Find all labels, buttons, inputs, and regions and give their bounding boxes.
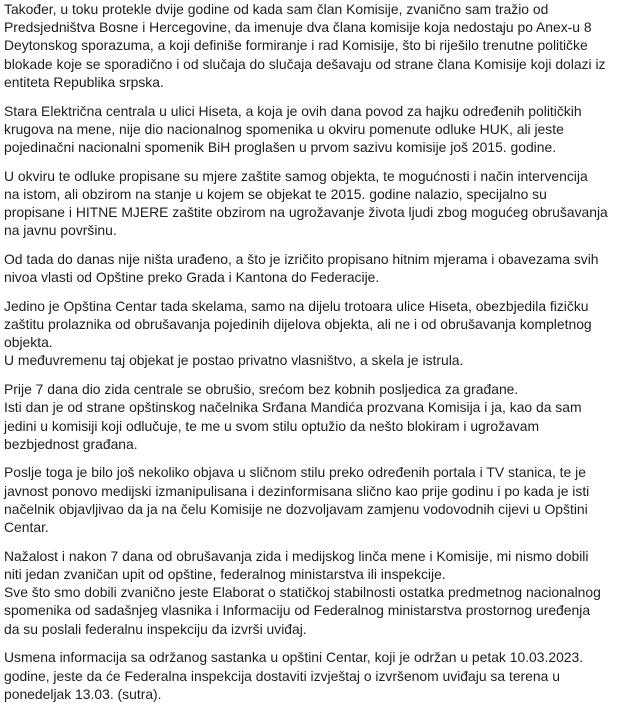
- paragraph-line: niti jedan zvaničan upit od opštine, federalnog ministarstva ili inspekcije.: [4, 565, 446, 582]
- paragraph-line: entiteta Republika srpska.: [4, 73, 164, 90]
- paragraph-line: Centar.: [4, 519, 49, 536]
- paragraph-line: U okviru te odluke propisane su mjere zaštite samog objekta, te mogućnosti i način intervencija: [4, 167, 588, 184]
- paragraph-line: Sve što smo dobili zvanično jeste Elaborat o statičkoj stabilnosti ostatka predmetnog nacionalnog: [4, 584, 601, 601]
- paragraph-line: Deytonskog sporazuma, a koji definiše formiranje i rad Komisije, što bi riješilo trenutne političke: [4, 37, 588, 54]
- paragraph-line: U međuvremenu taj objekat je postao privatno vlasništvo, a skela je istrula.: [4, 352, 464, 369]
- paragraph-line: pojedinačni nacionalni spomenik BiH proglašen u prvom sazivu komisije još 2015. godine.: [4, 138, 557, 155]
- post-paragraph: [4, 380, 618, 453]
- paragraph-line: Usmena informacija sa održanog sastanka u opštini Centar, koji je održan u petak 10.03.2023.: [4, 649, 584, 666]
- paragraph-line: Prije 7 dana dio zida centrale se obrušio, srećom bez kobnih posljedica za građane.: [4, 381, 519, 398]
- paragraph-line: na istom, ali obzirom na stanje u kojem se objekat te 2015. godine nalazio, specijalno su: [4, 185, 547, 202]
- paragraph-line: Nažalost i nakon 7 dana od obrušavanja zida i medijskog linča mene i Komisije, mi nismo dobili: [4, 547, 589, 564]
- paragraph-line: nivoa vlasti od Opštine preko Grada i Kantona do Federacije.: [4, 269, 380, 286]
- paragraph-line: spomenika od sadašnjeg vlasnika i Informaciju od Federalnog ministarstva prostornog uređenja: [4, 602, 591, 619]
- paragraph-line: blokade koje se sporadično i od slučaja do slučaja dešavaju od strane člana Komisije koji dolazi iz: [4, 55, 606, 72]
- paragraph-line: načelnik objavljivao da ja na čelu Komisije ne dozvoljavam zamjenu vodovodnih cijevi u Opštini: [4, 500, 588, 517]
- paragraph-line: krugova na mene, nije dio nacionalnog spomenika u okviru pomenute odluke HUK, ali jeste: [4, 120, 564, 137]
- paragraph-line: bezbjednost građana.: [4, 435, 138, 452]
- paragraph-line: Također, u toku protekle dvije godine od kada sam član Komisije, zvanično sam tražio od: [4, 1, 549, 17]
- paragraph-line: objekta.: [4, 334, 53, 351]
- paragraph-line: Isti dan je od strane opštinskog načelnika Srđana Mandića prozvana Komisija i ja, kao da sam: [4, 399, 582, 416]
- paragraph-line: Poslje toga je bilo još nekoliko objava u sličnom stilu preko određenih portala i TV stanica, te je: [4, 464, 586, 481]
- paragraph-line: na javnu površinu.: [4, 222, 117, 239]
- paragraph-line: Stara Električna centrala u ulici Hiseta, a koja je ovih dana povod za hajku određenih političkih: [4, 102, 582, 119]
- paragraph-line: javnost ponovo medijski izmanipulisana i dezinformisana slično kao prije godinu i po kada je isti: [4, 482, 590, 499]
- paragraph-line: Jedino je Opština Centar tada skelama, samo na dijelu trotoara ulice Hiseta, obezbjedila fizičku: [4, 297, 589, 314]
- post-paragraph: [4, 167, 618, 240]
- paragraph-line: Od tada do danas nije ništa urađeno, a što je izričito propisano hitnim mjerama i obavezama svih: [4, 250, 599, 267]
- paragraph-line: ponedeljak 13.03. (sutra).: [4, 685, 162, 702]
- paragraph-line: da su poslali federalnu inspekciju da izvrši uviđaj.: [4, 620, 307, 637]
- post-paragraph: [4, 102, 618, 157]
- post-paragraph: [4, 250, 618, 286]
- post-paragraph: [4, 463, 618, 536]
- paragraph-line: propisane i HITNE MJERE zaštite obzirom na ugrožavanje života ljudi zbog mogućeg obrušavanja: [4, 204, 608, 221]
- post-paragraph: [4, 547, 618, 638]
- post-paragraph: [4, 0, 618, 91]
- post-paragraph: [4, 297, 618, 370]
- paragraph-line: zaštitu prolaznika od obrušavanja pojedinih dijelova objekta, ali ne i od obrušavanja kompletnog: [4, 316, 592, 333]
- paragraph-line: Predsjedništva Bosne i Hercegovine, da imenuje dva člana komisije koja nedostaju po Anex-u 8: [4, 19, 592, 36]
- paragraph-line: godine, jeste da će Federalna inspekcija dostaviti izvještaj o izvršenom uviđaju sa terena u: [4, 667, 560, 684]
- post-body-text: [4, 0, 618, 713]
- post-paragraph: [4, 648, 618, 703]
- paragraph-line: jedini u komisiji koji odlučuje, te me u svom stilu optužio da nešto blokiram i ugrožavam: [4, 417, 540, 434]
